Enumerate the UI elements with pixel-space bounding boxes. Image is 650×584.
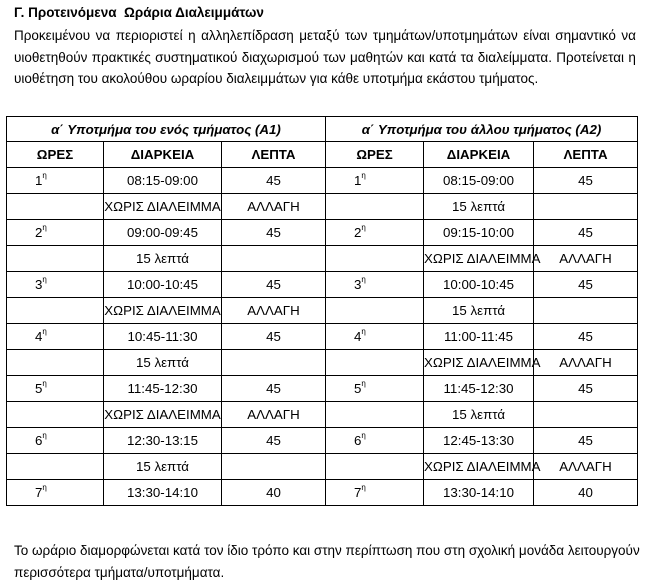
group-header-a2: α΄ Υποτμήμα του άλλου τμήματος (Α2) (326, 117, 638, 142)
break-row (7, 194, 638, 220)
intro-word: μεταξύ (299, 28, 340, 43)
minutes-cell-a1 (222, 220, 326, 246)
minutes-cell-a1 (222, 376, 326, 402)
duration-cell-a1-text: 11:45-12:30 (127, 381, 198, 396)
duration-cell-a2 (424, 168, 534, 194)
duration-cell-a1-text: 09:00-09:45 (127, 225, 198, 240)
class-period-row (7, 168, 638, 194)
hour-cell-a2 (326, 272, 424, 298)
duration-cell-a1-text: 08:15-09:00 (127, 173, 198, 188)
minutes-cell-a2 (534, 168, 638, 194)
class-period-row (7, 272, 638, 298)
col-header-hours-a1: ΩΡΕΣ (7, 142, 104, 168)
minutes-cell-a2-text: 45 (578, 173, 593, 188)
minutes-cell-a1-text: 45 (266, 173, 281, 188)
minutes-cell-a1-text: 45 (266, 433, 281, 448)
closing-paragraph (14, 540, 640, 584)
minutes-cell-a2 (534, 298, 638, 324)
duration-cell-a2-text: 15 λεπτά (452, 303, 506, 318)
duration-cell-a2 (424, 324, 534, 350)
intro-word: περιοριστεί (115, 28, 183, 43)
hour-cell-a2-empty (326, 246, 424, 272)
break-row (7, 350, 638, 376)
hour-cell-a2-text: 6 (354, 433, 362, 448)
duration-cell-a2-text: 11:00-11:45 (444, 329, 514, 344)
duration-cell-a2 (424, 480, 534, 506)
class-period-row (7, 324, 638, 350)
hour-cell-a1-empty (7, 298, 104, 324)
minutes-cell-a1 (222, 402, 326, 428)
duration-cell-a2 (424, 428, 534, 454)
duration-cell-a1-text: 10:00-10:45 (127, 277, 198, 292)
duration-cell-a1-text: 12:30-13:15 (127, 433, 198, 448)
hour-cell-a2-empty (326, 402, 424, 428)
ordinal-suffix: η (361, 483, 366, 492)
minutes-cell-a2-text: ΑΛΛΑΓΗ (559, 251, 612, 266)
intro-word: η (188, 28, 196, 43)
hour-cell-a2-empty (326, 454, 424, 480)
ordinal-suffix: η (42, 275, 47, 284)
minutes-cell-a1 (222, 194, 326, 220)
minutes-cell-a1-text: 45 (266, 329, 281, 344)
minutes-cell-a2-text: ΑΛΛΑΓΗ (559, 355, 612, 370)
section-heading: Γ. Προτεινόμενα Ωράρια Διαλειμμάτων (14, 5, 264, 20)
ordinal-suffix: η (361, 379, 366, 388)
intro-paragraph (14, 25, 636, 90)
col-header-minutes-a1: ΛΕΠΤΑ (222, 142, 326, 168)
class-period-row (7, 428, 638, 454)
intro-word: να (621, 28, 636, 43)
minutes-cell-a1-text: 45 (266, 277, 281, 292)
duration-cell-a2 (424, 194, 534, 220)
ordinal-suffix: η (42, 171, 47, 180)
hour-cell-a1-text: 3 (35, 277, 43, 292)
duration-cell-a1 (104, 168, 222, 194)
duration-cell-a1-text: 10:45-11:30 (127, 329, 198, 344)
minutes-cell-a2 (534, 428, 638, 454)
hour-cell-a1-empty (7, 246, 104, 272)
intro-word: Προκειμένου (14, 28, 91, 43)
class-period-row (7, 480, 638, 506)
hour-cell-a2-empty (326, 194, 424, 220)
intro-line (14, 25, 636, 47)
ordinal-suffix: η (361, 431, 366, 440)
duration-cell-a2-text: 12:45-13:30 (443, 433, 514, 448)
duration-cell-a1 (104, 220, 222, 246)
hour-cell-a2 (326, 428, 424, 454)
hour-cell-a1 (7, 376, 104, 402)
duration-cell-a2-text: 08:15-09:00 (443, 173, 514, 188)
minutes-cell-a1 (222, 454, 326, 480)
intro-word: τα (460, 49, 474, 65)
hour-cell-a1 (7, 272, 104, 298)
minutes-cell-a1 (222, 480, 326, 506)
minutes-cell-a2 (534, 376, 638, 402)
minutes-cell-a1-text: 45 (266, 381, 281, 396)
hour-cell-a1-empty (7, 194, 104, 220)
hour-cell-a1-text: 1 (35, 173, 43, 188)
minutes-cell-a1 (222, 272, 326, 298)
minutes-cell-a2 (534, 246, 638, 272)
class-period-row (7, 376, 638, 402)
hour-cell-a2 (326, 376, 424, 402)
ordinal-suffix: η (361, 223, 366, 232)
duration-cell-a2 (424, 376, 534, 402)
ordinal-suffix: η (42, 223, 47, 232)
minutes-cell-a2 (534, 454, 638, 480)
duration-cell-a2-text: 10:00-10:45 (443, 277, 514, 292)
ordinal-suffix: η (42, 379, 47, 388)
intro-word: των (344, 28, 368, 43)
break-row (7, 402, 638, 428)
col-header-duration-a2: ΔΙΑΡΚΕΙΑ (424, 142, 534, 168)
intro-word: διαλείμματα. (477, 49, 552, 65)
ordinal-suffix: η (361, 171, 366, 180)
minutes-cell-a2 (534, 350, 638, 376)
hour-cell-a2 (326, 220, 424, 246)
intro-word: υιοθέτηση του ακολούθου ωραρίου διαλειμμάτων για κάθε υποτμήμα εκάστου τμήματος. (14, 71, 539, 86)
intro-line (14, 47, 636, 69)
duration-cell-a1 (104, 402, 222, 428)
duration-cell-a2 (424, 220, 534, 246)
intro-word: Προτείνεται (556, 49, 625, 65)
duration-cell-a1 (104, 376, 222, 402)
ordinal-suffix: η (361, 275, 366, 284)
hour-cell-a2-text: 2 (354, 225, 362, 240)
duration-cell-a2-text: 11:45-12:30 (443, 381, 514, 396)
hour-cell-a1 (7, 220, 104, 246)
hour-cell-a2 (326, 324, 424, 350)
minutes-cell-a2 (534, 220, 638, 246)
break-schedule-table (6, 116, 638, 506)
hour-cell-a1-text: 7 (35, 485, 43, 500)
hour-cell-a2 (326, 168, 424, 194)
duration-cell-a2-text: ΧΩΡΙΣ ΔΙΑΛΕΙΜΜΑ (424, 459, 541, 474)
ordinal-suffix: η (42, 483, 47, 492)
intro-word: και (407, 49, 425, 65)
minutes-cell-a1-text: 45 (266, 225, 281, 240)
intro-word: κατά (428, 49, 457, 65)
break-row (7, 246, 638, 272)
duration-cell-a2 (424, 298, 534, 324)
hour-cell-a1 (7, 480, 104, 506)
break-row (7, 454, 638, 480)
class-period-row (7, 220, 638, 246)
hour-cell-a1 (7, 428, 104, 454)
col-header-minutes-a2: ΛΕΠΤΑ (534, 142, 638, 168)
intro-word: η (628, 49, 636, 65)
ordinal-suffix: η (361, 327, 366, 336)
ordinal-suffix: η (42, 327, 47, 336)
hour-cell-a1 (7, 324, 104, 350)
duration-cell-a2 (424, 402, 534, 428)
intro-line (14, 68, 636, 90)
minutes-cell-a2-text: 45 (578, 225, 593, 240)
hour-cell-a1-text: 2 (35, 225, 43, 240)
duration-cell-a2-text: 13:30-14:10 (443, 485, 514, 500)
hour-cell-a2 (326, 480, 424, 506)
closing-line: περισσότερα τμήματα/υποτμήματα. (14, 565, 225, 580)
minutes-cell-a2-text: 45 (578, 381, 593, 396)
duration-cell-a2-text: ΧΩΡΙΣ ΔΙΑΛΕΙΜΜΑ (424, 251, 541, 266)
intro-word: συστηματικού (155, 49, 238, 65)
col-header-duration-a1: ΔΙΑΡΚΕΙΑ (104, 142, 222, 168)
duration-cell-a1 (104, 350, 222, 376)
hour-cell-a1-text: 4 (35, 329, 43, 344)
minutes-cell-a2 (534, 402, 638, 428)
intro-word: είναι (523, 28, 550, 43)
duration-cell-a1-text: 15 λεπτά (136, 251, 189, 266)
duration-cell-a1-text: ΧΩΡΙΣ ΔΙΑΛΕΙΜΜΑ (104, 199, 221, 214)
duration-cell-a1 (104, 272, 222, 298)
minutes-cell-a1 (222, 246, 326, 272)
duration-cell-a1 (104, 428, 222, 454)
group-header-a1: α΄ Υποτμήμα του ενός τμήματος (Α1) (7, 117, 326, 142)
break-row (7, 298, 638, 324)
intro-word: τμημάτων/υποτμημάτων (372, 28, 518, 43)
duration-cell-a1 (104, 480, 222, 506)
hour-cell-a2-text: 7 (354, 485, 362, 500)
minutes-cell-a1 (222, 350, 326, 376)
duration-cell-a1 (104, 298, 222, 324)
ordinal-suffix: η (42, 431, 47, 440)
duration-cell-a1-text: 13:30-14:10 (127, 485, 198, 500)
closing-line: Το ωράριο διαμορφώνεται κατά τον ίδιο τρόπο και στην περίπτωση που στη σχολική μονάδα λειτουργούν (14, 543, 640, 558)
hour-cell-a2-text: 5 (354, 381, 362, 396)
minutes-cell-a2 (534, 480, 638, 506)
intro-word: να (95, 28, 111, 43)
intro-word: πρακτικές (91, 49, 151, 65)
minutes-cell-a1 (222, 428, 326, 454)
duration-cell-a2-text: ΧΩΡΙΣ ΔΙΑΛΕΙΜΜΑ (424, 355, 541, 370)
duration-cell-a1 (104, 194, 222, 220)
duration-cell-a1-text: 15 λεπτά (136, 459, 189, 474)
minutes-cell-a1 (222, 324, 326, 350)
duration-cell-a1 (104, 324, 222, 350)
minutes-cell-a2 (534, 194, 638, 220)
minutes-cell-a1 (222, 168, 326, 194)
duration-cell-a1-text: ΧΩΡΙΣ ΔΙΑΛΕΙΜΜΑ (104, 407, 221, 422)
minutes-cell-a2-text: 45 (578, 277, 593, 292)
hour-cell-a2-empty (326, 298, 424, 324)
duration-cell-a2 (424, 454, 541, 480)
hour-cell-a2-text: 1 (354, 173, 362, 188)
hour-cell-a1-empty (7, 402, 104, 428)
intro-word: σημαντικό (555, 28, 616, 43)
minutes-cell-a1-text: ΑΛΛΑΓΗ (247, 303, 300, 318)
minutes-cell-a1-text: ΑΛΛΑΓΗ (247, 199, 300, 214)
hour-cell-a1 (7, 168, 104, 194)
duration-cell-a2-text: 09:15-10:00 (443, 225, 514, 240)
minutes-cell-a2 (534, 272, 638, 298)
duration-cell-a2-text: 15 λεπτά (452, 407, 506, 422)
hour-cell-a2-empty (326, 350, 424, 376)
intro-word: αλληλεπίδραση (201, 28, 294, 43)
hour-cell-a2-text: 3 (354, 277, 362, 292)
hour-cell-a1-text: 6 (35, 433, 43, 448)
duration-cell-a2 (424, 350, 541, 376)
intro-word: υιοθετηθούν (14, 49, 88, 65)
intro-word: των (323, 49, 346, 65)
intro-word: διαχωρισμού (241, 49, 319, 65)
minutes-cell-a2-text: 45 (578, 329, 593, 344)
hour-cell-a1-text: 5 (35, 381, 43, 396)
hour-cell-a1-empty (7, 454, 104, 480)
hour-cell-a2-text: 4 (354, 329, 362, 344)
duration-cell-a2 (424, 246, 541, 272)
minutes-cell-a1 (222, 298, 326, 324)
col-header-hours-a2: ΩΡΕΣ (326, 142, 424, 168)
intro-word: μαθητών (349, 49, 403, 65)
hour-cell-a1-empty (7, 350, 104, 376)
minutes-cell-a2-text: 40 (578, 485, 593, 500)
duration-cell-a2-text: 15 λεπτά (452, 199, 506, 214)
minutes-cell-a1-text: 40 (266, 485, 281, 500)
minutes-cell-a2-text: 45 (578, 433, 593, 448)
duration-cell-a1 (104, 246, 222, 272)
duration-cell-a1-text: 15 λεπτά (136, 355, 189, 370)
duration-cell-a1-text: ΧΩΡΙΣ ΔΙΑΛΕΙΜΜΑ (104, 303, 221, 318)
duration-cell-a2 (424, 272, 534, 298)
minutes-cell-a2-text: ΑΛΛΑΓΗ (559, 459, 612, 474)
duration-cell-a1 (104, 454, 222, 480)
minutes-cell-a2 (534, 324, 638, 350)
minutes-cell-a1-text: ΑΛΛΑΓΗ (247, 407, 300, 422)
